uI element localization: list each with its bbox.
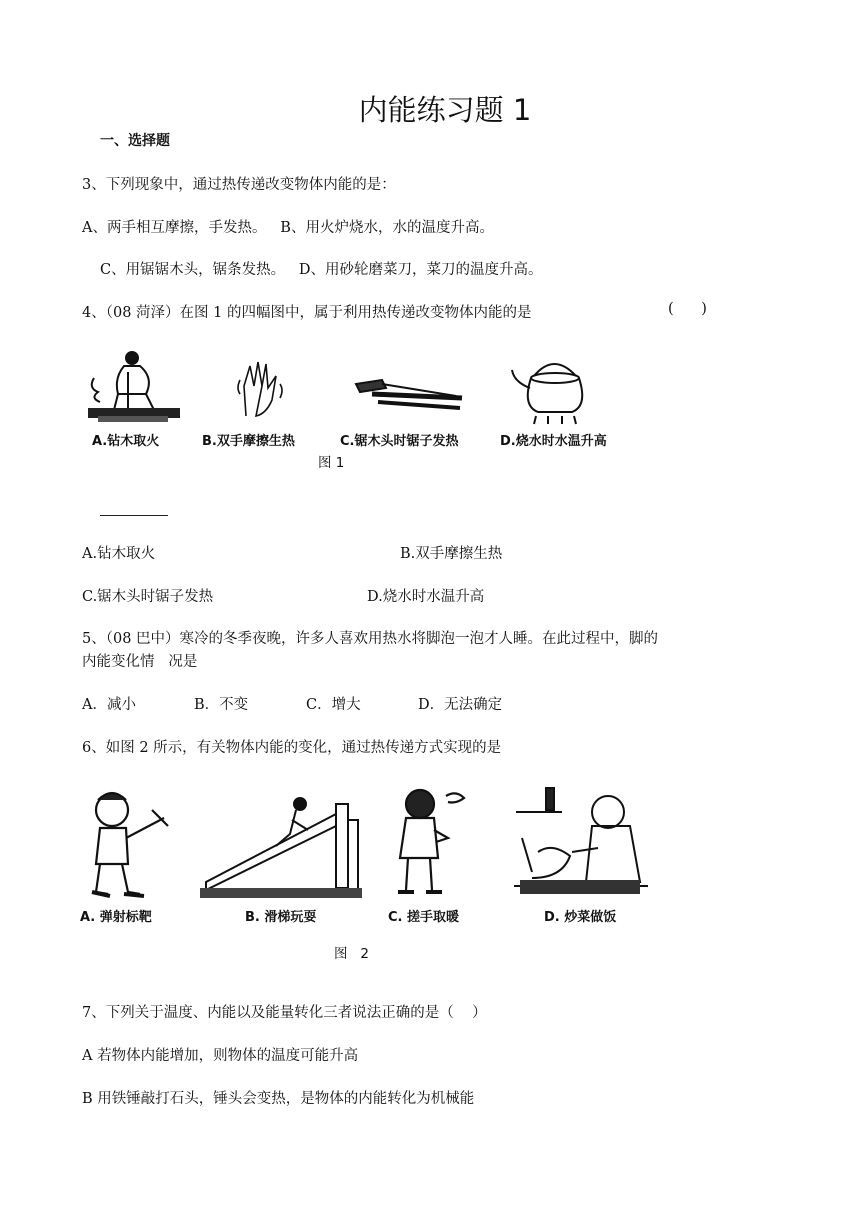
slide-play-illustration — [196, 790, 364, 900]
page-title: 内能练习题 1 — [358, 93, 532, 127]
cooking-man-illustration — [512, 782, 650, 902]
q3-stem: 3、下列现象中，通过热传递改变物体内能的是： — [82, 177, 396, 193]
fig2-caption: 图 2 — [334, 946, 369, 962]
q5-option-b: B．不变 — [194, 697, 249, 713]
q6-stem: 6、如图 2 所示，有关物体内能的变化，通过热传递方式实现的是 — [82, 740, 502, 756]
q5-stem-line2: 内能变化情 况是 — [82, 654, 198, 670]
section-heading: 一、选择题 — [100, 133, 170, 149]
q5-option-d: D．无法确定 — [418, 697, 503, 713]
fig1-label-c: C.锯木头时锯子发热 — [340, 434, 459, 449]
q3-options-line1: A、两手相互摩擦，手发热。 B、用火炉烧水，水的温度升高。 — [82, 220, 494, 236]
q5-option-a: A．减小 — [82, 697, 136, 713]
boiling-kettle-illustration — [508, 356, 602, 426]
q4-option-a: A.钻木取火 — [82, 546, 156, 562]
fig2-label-c: C. 搓手取暖 — [388, 910, 460, 925]
sawing-wood-illustration — [352, 374, 464, 414]
q4-answer-paren: ( ) — [668, 301, 707, 317]
fig2-label-a: A. 弹射标靶 — [80, 910, 152, 925]
fig1-label-d: D.烧水时水温升高 — [500, 434, 607, 449]
q4-option-d: D.烧水时水温升高 — [367, 589, 485, 605]
rubbing-hands-illustration — [236, 356, 286, 420]
drill-fire-illustration — [84, 348, 184, 426]
fig2-label-b: B. 滑梯玩耍 — [245, 910, 317, 925]
fig2-label-d: D. 炒菜做饭 — [544, 910, 617, 925]
fig1-caption: 图 1 — [318, 455, 345, 471]
q7-option-a: A 若物体内能增加，则物体的温度可能升高 — [82, 1048, 359, 1064]
q4-stem: 4、（08 菏泽）在图 1 的四幅图中，属于利用热传递改变物体内能的是 — [82, 305, 532, 321]
q5-stem-line1: 5、（08 巴中）寒冷的冬季夜晚，许多人喜欢用热水将脚泡一泡才人睡。在此过程中，脚的 — [82, 631, 659, 647]
rubbing-hands-man-illustration — [384, 782, 468, 902]
q5-option-c: C．增大 — [306, 697, 361, 713]
answer-blank-line — [100, 515, 168, 516]
q4-option-c: C.锯木头时锯子发热 — [82, 589, 214, 605]
q7-stem: 7、下列关于温度、内能以及能量转化三者说法正确的是（ ） — [82, 1005, 487, 1021]
q4-option-b: B.双手摩擦生热 — [400, 546, 503, 562]
q3-options-line2: C、用锯锯木头，锯条发热。 D、用砂轮磨菜刀，菜刀的温度升高。 — [100, 262, 543, 278]
fig1-label-a: A.钻木取火 — [92, 434, 160, 449]
slingshot-boy-illustration — [80, 784, 172, 902]
q7-option-b: B 用铁锤敲打石头，锤头会变热，是物体的内能转化为机械能 — [82, 1091, 475, 1107]
fig1-label-b: B.双手摩擦生热 — [202, 434, 295, 449]
